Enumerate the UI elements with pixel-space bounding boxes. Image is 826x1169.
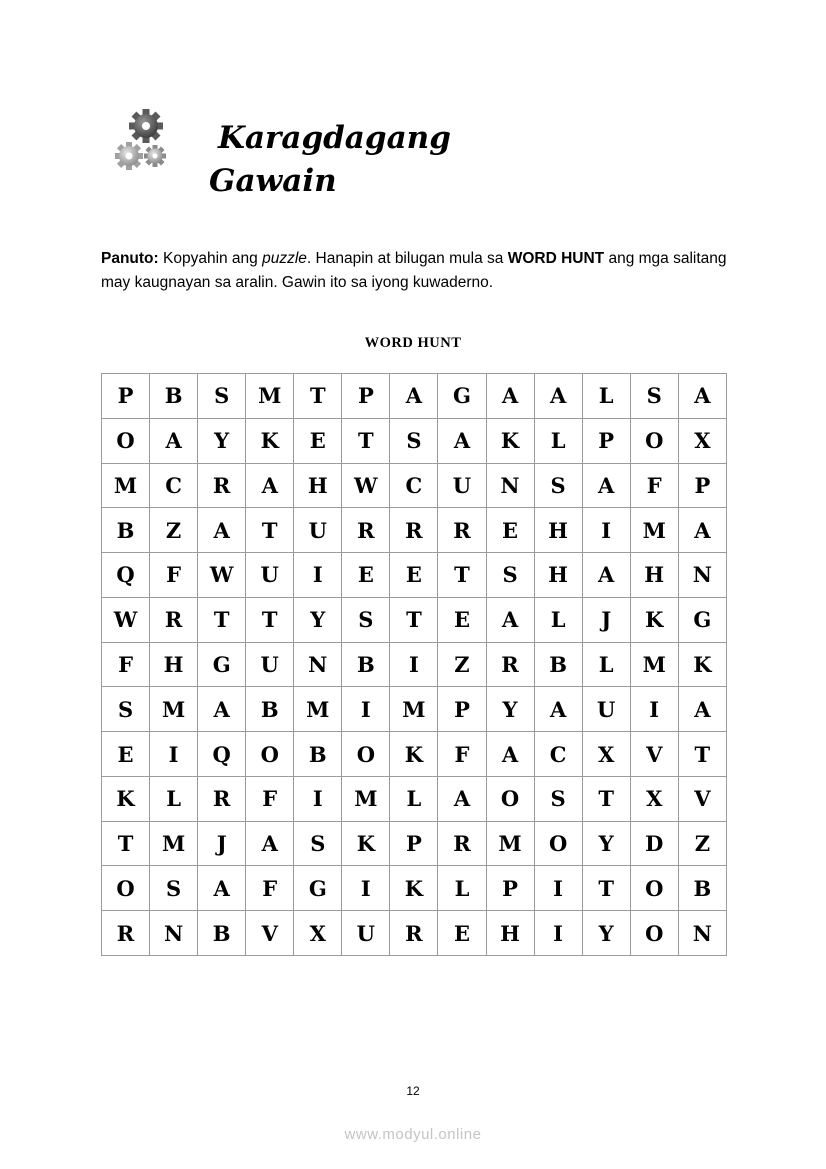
grid-cell: Y — [486, 687, 534, 732]
page-number: 12 — [406, 1084, 420, 1098]
grid-cell: A — [438, 776, 486, 821]
grid-cell: P — [678, 463, 726, 508]
grid-cell: A — [198, 687, 246, 732]
grid-cell: R — [102, 911, 150, 956]
grid-cell: Y — [582, 911, 630, 956]
grid-cell: L — [534, 597, 582, 642]
grid-cell: V — [678, 776, 726, 821]
grid-cell: W — [102, 597, 150, 642]
grid-cell: O — [102, 866, 150, 911]
grid-cell: L — [390, 776, 438, 821]
grid-cell: S — [294, 821, 342, 866]
grid-cell: O — [342, 732, 390, 777]
grid-cell: A — [438, 418, 486, 463]
grid-cell: O — [630, 418, 678, 463]
grid-cell: N — [678, 553, 726, 598]
grid-cell: S — [198, 374, 246, 419]
grid-cell: O — [102, 418, 150, 463]
instructions-puzzle-word: puzzle — [262, 250, 307, 267]
grid-row — [102, 418, 727, 463]
grid-cell: A — [486, 597, 534, 642]
grid-cell: F — [630, 463, 678, 508]
grid-cell: D — [630, 821, 678, 866]
grid-cell: S — [486, 553, 534, 598]
grid-cell: M — [102, 463, 150, 508]
grid-cell: J — [582, 597, 630, 642]
grid-cell: M — [630, 508, 678, 553]
grid-cell: G — [198, 642, 246, 687]
grid-cell: A — [534, 687, 582, 732]
grid-cell: B — [534, 642, 582, 687]
grid-cell: I — [534, 911, 582, 956]
grid-cell: R — [486, 642, 534, 687]
grid-cell: T — [102, 821, 150, 866]
grid-cell: A — [198, 508, 246, 553]
grid-cell: S — [534, 463, 582, 508]
grid-row — [102, 821, 727, 866]
grid-cell: E — [342, 553, 390, 598]
grid-cell: E — [102, 732, 150, 777]
grid-cell: R — [198, 463, 246, 508]
grid-row — [102, 374, 727, 419]
grid-cell: A — [198, 866, 246, 911]
grid-cell: C — [150, 463, 198, 508]
grid-cell: A — [150, 418, 198, 463]
grid-cell: I — [294, 776, 342, 821]
grid-cell: E — [486, 508, 534, 553]
grid-cell: T — [582, 866, 630, 911]
instructions-text: . Hanapin at bilugan mula sa — [306, 250, 508, 267]
grid-cell: H — [534, 508, 582, 553]
grid-cell: L — [582, 374, 630, 419]
grid-cell: M — [630, 642, 678, 687]
grid-cell: L — [582, 642, 630, 687]
grid-cell: X — [630, 776, 678, 821]
grid-cell: A — [534, 374, 582, 419]
grid-cell: M — [150, 821, 198, 866]
grid-cell: I — [630, 687, 678, 732]
grid-row — [102, 911, 727, 956]
grid-cell: S — [150, 866, 198, 911]
page-title-line2: Gawain — [209, 163, 337, 199]
grid-cell: Q — [102, 553, 150, 598]
grid-cell: U — [294, 508, 342, 553]
grid-cell: K — [486, 418, 534, 463]
grid-cell: F — [102, 642, 150, 687]
grid-cell: I — [342, 687, 390, 732]
grid-cell: B — [102, 508, 150, 553]
grid-cell: T — [438, 553, 486, 598]
grid-cell: C — [390, 463, 438, 508]
grid-cell: X — [678, 418, 726, 463]
grid-cell: T — [582, 776, 630, 821]
grid-cell: N — [150, 911, 198, 956]
instructions-text: Kopyahin ang — [158, 250, 263, 267]
grid-cell: F — [246, 866, 294, 911]
grid-cell: T — [246, 508, 294, 553]
grid-cell: U — [582, 687, 630, 732]
grid-cell: P — [486, 866, 534, 911]
grid-cell: K — [390, 866, 438, 911]
grid-cell: K — [630, 597, 678, 642]
grid-row — [102, 508, 727, 553]
grid-cell: R — [390, 508, 438, 553]
grid-cell: F — [438, 732, 486, 777]
grid-row — [102, 463, 727, 508]
grid-cell: A — [246, 463, 294, 508]
grid-cell: X — [582, 732, 630, 777]
grid-cell: K — [102, 776, 150, 821]
word-hunt-title: WORD HUNT — [364, 335, 462, 351]
grid-row — [102, 866, 727, 911]
grid-cell: Y — [294, 597, 342, 642]
grid-cell: E — [294, 418, 342, 463]
grid-cell: A — [486, 374, 534, 419]
grid-cell: C — [534, 732, 582, 777]
grid-cell: B — [294, 732, 342, 777]
grid-cell: I — [534, 866, 582, 911]
grid-cell: N — [678, 911, 726, 956]
grid-cell: W — [198, 553, 246, 598]
grid-cell: F — [246, 776, 294, 821]
grid-cell: Y — [582, 821, 630, 866]
grid-cell: S — [342, 597, 390, 642]
grid-cell: A — [486, 732, 534, 777]
grid-cell: Y — [198, 418, 246, 463]
grid-cell: P — [102, 374, 150, 419]
grid-cell: B — [246, 687, 294, 732]
grid-cell: G — [294, 866, 342, 911]
grid-row — [102, 776, 727, 821]
grid-cell: K — [678, 642, 726, 687]
grid-row — [102, 732, 727, 777]
grid-cell: O — [630, 911, 678, 956]
grid-cell: W — [342, 463, 390, 508]
grid-cell: B — [342, 642, 390, 687]
grid-cell: Z — [678, 821, 726, 866]
grid-cell: A — [678, 687, 726, 732]
grid-cell: S — [534, 776, 582, 821]
grid-cell: G — [678, 597, 726, 642]
grid-cell: T — [246, 597, 294, 642]
grid-cell: U — [246, 553, 294, 598]
grid-cell: O — [246, 732, 294, 777]
grid-cell: T — [294, 374, 342, 419]
grid-cell: P — [582, 418, 630, 463]
grid-cell: R — [198, 776, 246, 821]
instructions-word-hunt: WORD HUNT — [507, 250, 605, 267]
grid-cell: R — [150, 597, 198, 642]
grid-cell: I — [150, 732, 198, 777]
grid-cell: P — [438, 687, 486, 732]
grid-cell: A — [390, 374, 438, 419]
grid-row — [102, 597, 727, 642]
grid-cell: A — [246, 821, 294, 866]
grid-cell: A — [678, 508, 726, 553]
grid-cell: T — [198, 597, 246, 642]
instructions — [101, 247, 731, 295]
grid-cell: B — [198, 911, 246, 956]
grid-cell: I — [342, 866, 390, 911]
grid-cell: G — [438, 374, 486, 419]
grid-cell: S — [102, 687, 150, 732]
grid-cell: I — [582, 508, 630, 553]
grid-cell: E — [390, 553, 438, 598]
grid-cell: F — [150, 553, 198, 598]
grid-cell: M — [246, 374, 294, 419]
grid-cell: K — [342, 821, 390, 866]
watermark: www.modyul.online — [344, 1126, 482, 1143]
grid-cell: M — [294, 687, 342, 732]
grid-cell: Z — [150, 508, 198, 553]
grid-cell: A — [678, 374, 726, 419]
grid-cell: Z — [438, 642, 486, 687]
grid-cell: T — [390, 597, 438, 642]
grid-row — [102, 553, 727, 598]
grid-row — [102, 687, 727, 732]
grid-cell: L — [438, 866, 486, 911]
grid-cell: R — [390, 911, 438, 956]
grid-cell: M — [342, 776, 390, 821]
grid-cell: L — [150, 776, 198, 821]
grid-cell: U — [342, 911, 390, 956]
grid-cell: H — [534, 553, 582, 598]
grid-cell: O — [486, 776, 534, 821]
page-title: Karagdagang — [218, 120, 451, 156]
grid-cell: J — [198, 821, 246, 866]
grid-cell: X — [294, 911, 342, 956]
grid-cell: L — [534, 418, 582, 463]
grid-cell: M — [486, 821, 534, 866]
grid-cell: E — [438, 911, 486, 956]
grid-cell: U — [246, 642, 294, 687]
grid-cell: Q — [198, 732, 246, 777]
grid-cell: R — [438, 821, 486, 866]
grid-cell: A — [582, 553, 630, 598]
grid-cell: O — [630, 866, 678, 911]
grid-cell: B — [678, 866, 726, 911]
grid-cell: I — [294, 553, 342, 598]
grid-cell: H — [630, 553, 678, 598]
instructions-text: ang mga salitang may kaugnayan sa aralin. Gawin ito sa iyong kuwaderno. — [101, 250, 727, 291]
grid-cell: P — [342, 374, 390, 419]
grid-cell: R — [342, 508, 390, 553]
grid-cell: H — [150, 642, 198, 687]
gears-icon — [114, 106, 170, 174]
grid-cell: B — [150, 374, 198, 419]
grid-cell: K — [390, 732, 438, 777]
grid-cell: M — [150, 687, 198, 732]
grid-cell: K — [246, 418, 294, 463]
grid-cell: U — [438, 463, 486, 508]
grid-cell: H — [486, 911, 534, 956]
grid-cell: T — [678, 732, 726, 777]
grid-row — [102, 642, 727, 687]
grid-cell: O — [534, 821, 582, 866]
grid-cell: V — [246, 911, 294, 956]
grid-cell: S — [630, 374, 678, 419]
grid-cell: A — [582, 463, 630, 508]
grid-cell: N — [294, 642, 342, 687]
grid-cell: N — [486, 463, 534, 508]
grid-cell: T — [342, 418, 390, 463]
grid-cell: I — [390, 642, 438, 687]
word-hunt-grid — [101, 373, 727, 956]
grid-cell: S — [390, 418, 438, 463]
grid-cell: P — [390, 821, 438, 866]
grid-cell: E — [438, 597, 486, 642]
grid-cell: H — [294, 463, 342, 508]
grid-cell: M — [390, 687, 438, 732]
instructions-label: Panuto: — [101, 250, 159, 267]
grid-cell: V — [630, 732, 678, 777]
grid-cell: R — [438, 508, 486, 553]
